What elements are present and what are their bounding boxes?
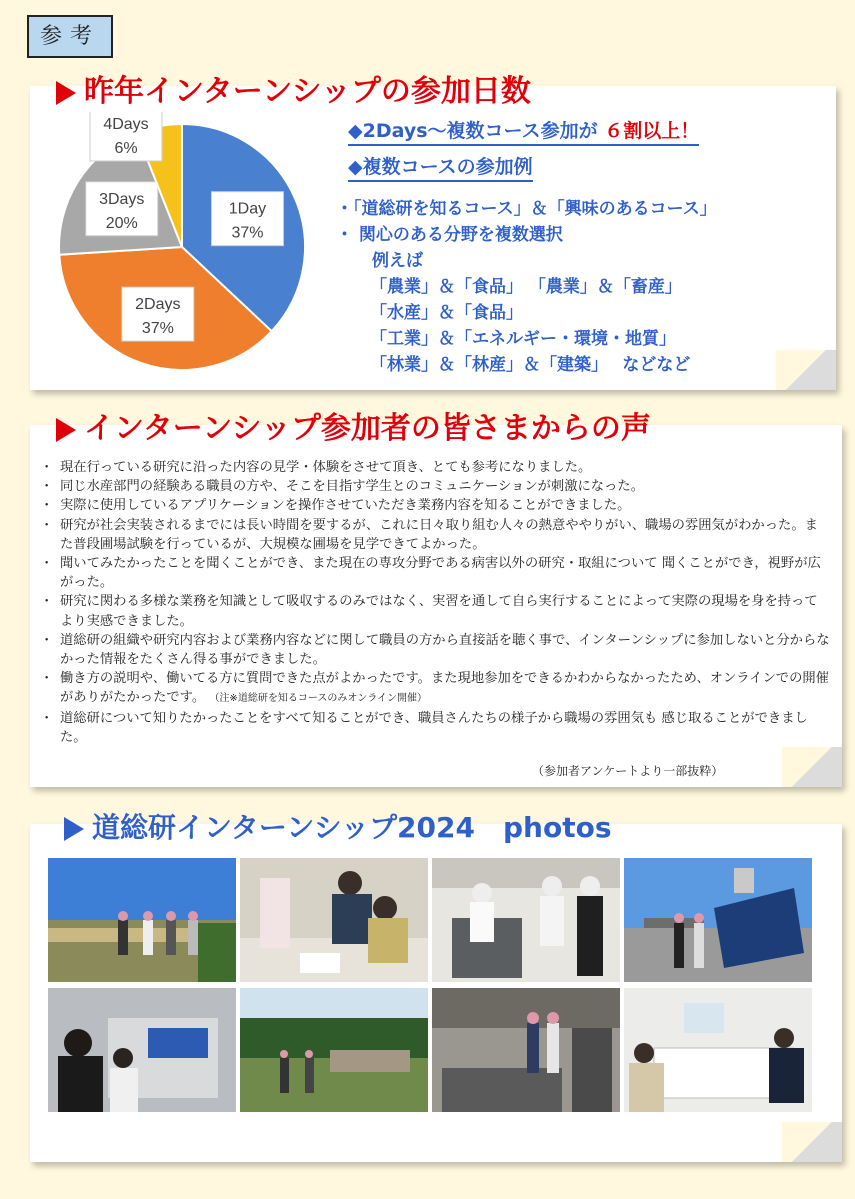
- voice-item: ・ 働き方の説明や、働いてる方に質問できた点がよかったです。また現地参加をできるかわからなかったため、オンラインでの開催がありがたかったです。 （注※道総研を知るコースのみオンライン開催）: [40, 669, 830, 708]
- triangle-icon: [64, 817, 84, 841]
- example-line-1: ・「道総研を知るコース」＆「興味のあるコース」: [336, 199, 717, 219]
- voice-item: ・ 実際に使用しているアプリケーションを操作させていただき業務内容を知ることができました。: [40, 496, 830, 515]
- svg-text:2Days: 2Days: [135, 296, 181, 314]
- voice-item: ・ 聞いてみたかったことを聞くことができ、また現在の専攻分野である病害以外の研究・取組について 聞くことができ，視野が広がった。: [40, 554, 830, 592]
- photo-machine-shop: [48, 988, 236, 1112]
- pie-label-2days: [122, 287, 194, 341]
- voice-item: ・ 研究が社会実装されるまでには長い時間を要するが、これに日々取り組む人々の熱意ややりがい、職場の雰囲気がわかった。また普段圃場試験を行っているが、大規模な圃場を見学できてよかった。: [40, 516, 830, 554]
- voice-item: ・ 同じ水産部門の経験ある職員の方や、そこを目指す学生とのコミュニケーションが刺激になった。: [40, 477, 830, 496]
- photo-meeting-room: [624, 988, 812, 1112]
- pie-label-3days: [86, 182, 158, 236]
- triangle-icon: [56, 418, 76, 442]
- svg-text:4Days: 4Days: [103, 116, 149, 133]
- voices-list: [40, 458, 830, 747]
- pie-label-1day: [211, 192, 283, 246]
- svg-text:1Day: 1Day: [228, 200, 267, 218]
- example-line-6: 「工業」＆「エネルギー・環境・地質」: [370, 329, 676, 349]
- svg-text:20%: 20%: [105, 214, 138, 232]
- headline-multi-course: ◆2Days～複数コース参加が ６割以上！: [348, 116, 699, 146]
- example-line-5: 「水産」＆「食品」: [370, 303, 523, 323]
- pie-label-4days: [90, 112, 162, 161]
- svg-text:6%: 6%: [114, 140, 138, 157]
- voice-item: ・ 現在行っている研究に沿った内容の見学・体験をさせて頂き、とても参考になりました。: [40, 458, 830, 477]
- triangle-icon: [56, 81, 76, 105]
- online-note: （注※道総研を知るコースのみオンライン開催）: [209, 693, 428, 705]
- subhead-examples: ◆複数コースの参加例: [348, 152, 533, 182]
- reference-tag: 参考: [27, 15, 113, 58]
- voice-item: ・ 道総研の組織や研究内容および業務内容などに関して職員の方から直接話を聴く事で、インターンシップに参加しないと分からなかった情報をたくさん得る事ができました。: [40, 631, 830, 669]
- section-title-participation-days: 昨年インターンシップの参加日数: [56, 66, 531, 110]
- example-line-3: 例えば: [372, 251, 423, 271]
- example-line-2: ・ 関心のある分野を複数選択: [336, 225, 563, 245]
- example-line-4: 「農業」＆「食品」 「農業」＆「畜産」: [370, 277, 682, 297]
- participation-pie-chart: [48, 112, 338, 382]
- photo-field-tour: [48, 858, 236, 982]
- svg-text:37%: 37%: [231, 224, 264, 242]
- section-title-photos: 道総研インターンシップ2024 photos: [64, 806, 612, 846]
- photo-solar-panels: [624, 858, 812, 982]
- section-title-voices: インターンシップ参加者の皆さまからの声: [56, 403, 651, 447]
- svg-text:3Days: 3Days: [99, 190, 145, 208]
- voice-item: ・ 研究に関わる多様な業務を知識として吸収するのみではなく、実習を通して自ら実行することによって実際の現場を身を持ってより実感できました。: [40, 592, 830, 630]
- svg-text:37%: 37%: [141, 320, 174, 338]
- voice-item: ・ 道総研について知りたかったことをすべて知ることができ、職員さんたちの様子から職場の雰囲気も 感じ取ることができました。: [40, 709, 830, 747]
- example-line-7: 「林業」＆「林産」＆「建築」 などなど: [370, 355, 691, 375]
- photo-forest-logs: [240, 988, 428, 1112]
- photo-lab-experiment: [240, 858, 428, 982]
- photo-food-lab: [432, 858, 620, 982]
- photo-factory-tour: [432, 988, 620, 1112]
- source-note: （参加者アンケートより一部抜粋）: [532, 764, 724, 778]
